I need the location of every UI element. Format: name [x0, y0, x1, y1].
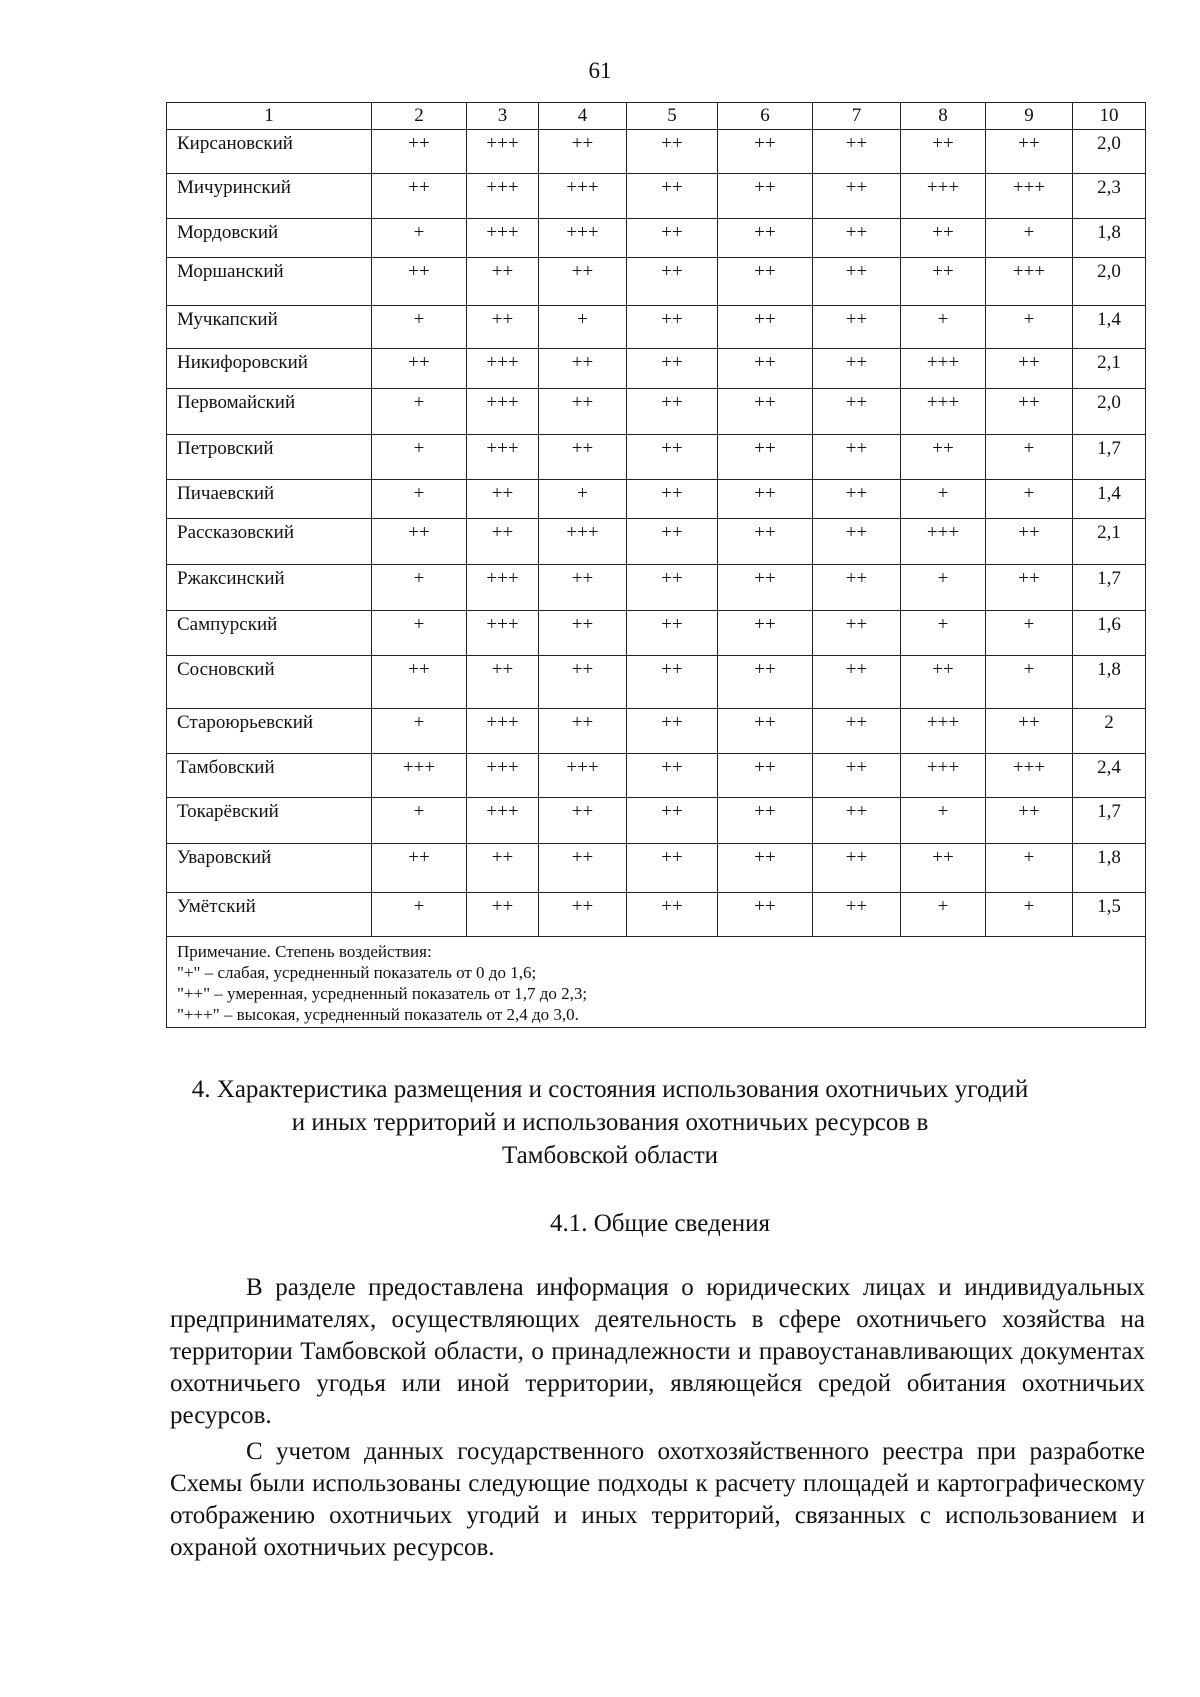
- impact-cell: +++: [901, 519, 986, 565]
- impact-cell: ++: [718, 130, 813, 174]
- table-row: [167, 709, 1146, 754]
- average-value: 1,7: [1073, 435, 1146, 480]
- impact-cell: ++: [718, 435, 813, 480]
- impact-cell: +++: [467, 565, 539, 611]
- impact-cell: +++: [467, 130, 539, 174]
- impact-cell: ++: [627, 519, 718, 565]
- average-value: 2,0: [1073, 258, 1146, 306]
- impact-cell: ++: [372, 349, 467, 389]
- impact-cell: ++: [813, 519, 901, 565]
- impact-cell: ++: [627, 130, 718, 174]
- impact-cell: +++: [986, 754, 1073, 798]
- impact-cell: ++: [813, 258, 901, 306]
- impact-cell: ++: [901, 219, 986, 258]
- impact-cell: ++: [372, 519, 467, 565]
- section-heading-line: Тамбовской области: [501, 1142, 719, 1169]
- impact-cell: ++: [813, 306, 901, 349]
- impact-cell: ++: [627, 306, 718, 349]
- impact-cell: +++: [901, 349, 986, 389]
- impact-cell: +: [372, 709, 467, 754]
- average-value: 1,7: [1073, 565, 1146, 611]
- impact-cell: ++: [813, 754, 901, 798]
- impact-cell: ++: [539, 130, 627, 174]
- impact-cell: ++: [718, 565, 813, 611]
- district-name: Сосновский: [167, 656, 372, 709]
- district-name: Никифоровский: [167, 349, 372, 389]
- impact-cell: ++: [813, 480, 901, 519]
- average-value: 1,7: [1073, 798, 1146, 844]
- average-value: 1,4: [1073, 480, 1146, 519]
- note-line: "+++" – высокая, усредненный показатель от 2,4 до 3,0.: [177, 1005, 579, 1024]
- impact-cell: ++: [718, 349, 813, 389]
- district-name: Умётский: [167, 893, 372, 937]
- district-name: Токарёвский: [167, 798, 372, 844]
- impact-cell: +++: [901, 389, 986, 435]
- impact-cell: ++: [627, 480, 718, 519]
- district-name: Тамбовский: [167, 754, 372, 798]
- impact-cell: +++: [467, 754, 539, 798]
- column-number: 7: [813, 103, 901, 130]
- impact-cell: ++: [627, 754, 718, 798]
- column-number: 4: [539, 103, 627, 130]
- impact-cell: ++: [986, 130, 1073, 174]
- table-note: [167, 937, 1146, 1028]
- impact-cell: ++: [372, 656, 467, 709]
- table-row: [167, 219, 1146, 258]
- impact-cell: +: [901, 480, 986, 519]
- impact-cell: ++: [539, 349, 627, 389]
- average-value: 2,1: [1073, 519, 1146, 565]
- impact-cell: +: [986, 219, 1073, 258]
- average-value: 1,8: [1073, 844, 1146, 893]
- impact-cell: ++: [627, 389, 718, 435]
- impact-cell: ++: [627, 844, 718, 893]
- impact-table: [166, 102, 1146, 1028]
- impact-cell: +: [986, 480, 1073, 519]
- table-row: [167, 389, 1146, 435]
- table-row: [167, 306, 1146, 349]
- impact-cell: +++: [467, 174, 539, 219]
- table-row: [167, 349, 1146, 389]
- impact-cell: +: [986, 435, 1073, 480]
- impact-cell: ++: [718, 174, 813, 219]
- impact-cell: ++: [901, 258, 986, 306]
- average-value: 2,0: [1073, 389, 1146, 435]
- table-row: [167, 130, 1146, 174]
- impact-cell: ++: [718, 519, 813, 565]
- average-value: 1,5: [1073, 893, 1146, 937]
- table-note-row: [167, 937, 1146, 1028]
- impact-cell: +: [372, 565, 467, 611]
- impact-cell: ++: [627, 258, 718, 306]
- impact-cell: ++: [986, 389, 1073, 435]
- impact-cell: +++: [986, 174, 1073, 219]
- impact-cell: +: [372, 480, 467, 519]
- impact-cell: ++: [718, 754, 813, 798]
- impact-cell: ++: [539, 611, 627, 656]
- impact-cell: ++: [467, 480, 539, 519]
- impact-cell: ++: [627, 709, 718, 754]
- impact-cell: ++: [627, 435, 718, 480]
- impact-cell: +: [372, 893, 467, 937]
- column-number: 1: [167, 103, 372, 130]
- impact-cell: ++: [539, 258, 627, 306]
- impact-cell: +: [901, 893, 986, 937]
- impact-cell: +: [901, 611, 986, 656]
- impact-cell: ++: [718, 798, 813, 844]
- impact-cell: +++: [467, 435, 539, 480]
- impact-cell: ++: [813, 174, 901, 219]
- note-line: "++" – умеренная, усредненный показатель от 1,7 до 2,3;: [177, 984, 588, 1003]
- district-name: Пичаевский: [167, 480, 372, 519]
- impact-cell: ++: [718, 656, 813, 709]
- subsection-heading: 4.1. Общие сведения: [549, 1210, 771, 1237]
- impact-cell: +: [372, 798, 467, 844]
- column-number: 8: [901, 103, 986, 130]
- impact-cell: ++: [813, 709, 901, 754]
- impact-cell: ++: [627, 893, 718, 937]
- impact-cell: ++: [901, 435, 986, 480]
- district-name: Староюрьевский: [167, 709, 372, 754]
- district-name: Мучкапский: [167, 306, 372, 349]
- section-heading: [150, 1073, 1070, 1172]
- table-row: [167, 174, 1146, 219]
- impact-cell: ++: [467, 258, 539, 306]
- table-row: [167, 258, 1146, 306]
- average-value: 2,4: [1073, 754, 1146, 798]
- impact-cell: ++: [627, 349, 718, 389]
- impact-cell: ++: [539, 389, 627, 435]
- impact-cell: ++: [539, 893, 627, 937]
- impact-cell: +: [372, 219, 467, 258]
- column-number: 3: [467, 103, 539, 130]
- impact-cell: +: [372, 306, 467, 349]
- impact-cell: +++: [372, 754, 467, 798]
- impact-cell: +++: [539, 754, 627, 798]
- impact-cell: ++: [718, 611, 813, 656]
- impact-cell: ++: [718, 306, 813, 349]
- impact-cell: ++: [718, 480, 813, 519]
- impact-cell: ++: [813, 611, 901, 656]
- impact-cell: ++: [718, 219, 813, 258]
- impact-cell: ++: [986, 349, 1073, 389]
- impact-cell: ++: [539, 709, 627, 754]
- impact-cell: ++: [627, 656, 718, 709]
- impact-cell: +: [372, 389, 467, 435]
- impact-cell: ++: [627, 798, 718, 844]
- impact-cell: +: [539, 306, 627, 349]
- district-name: Мичуринский: [167, 174, 372, 219]
- section-heading-line: и иных территорий и использования охотничьих ресурсов в: [291, 1109, 929, 1136]
- average-value: 2,1: [1073, 349, 1146, 389]
- impact-cell: +++: [539, 219, 627, 258]
- impact-cell: ++: [986, 519, 1073, 565]
- impact-cell: +: [539, 480, 627, 519]
- impact-cell: +: [901, 565, 986, 611]
- impact-cell: ++: [813, 435, 901, 480]
- column-number: 9: [986, 103, 1073, 130]
- impact-cell: ++: [372, 844, 467, 893]
- table-row: [167, 893, 1146, 937]
- impact-cell: +++: [539, 174, 627, 219]
- column-number: 2: [372, 103, 467, 130]
- impact-cell: ++: [467, 844, 539, 893]
- impact-cell: +++: [539, 519, 627, 565]
- impact-cell: ++: [467, 656, 539, 709]
- impact-cell: +: [986, 893, 1073, 937]
- impact-cell: ++: [718, 258, 813, 306]
- district-name: Мордовский: [167, 219, 372, 258]
- body-paragraph: С учетом данных государственного охотхозяйственного реестра при разработке Схемы были использованы следующие подходы к расчету площадей и картографическому отображению охотничьих угодий и иных территорий, связанных с использованием и охраной охотничьих ресурсов.: [170, 1438, 1145, 1561]
- impact-cell: +: [901, 306, 986, 349]
- impact-cell: ++: [986, 565, 1073, 611]
- impact-cell: +++: [467, 349, 539, 389]
- average-value: 1,4: [1073, 306, 1146, 349]
- impact-cell: +++: [467, 389, 539, 435]
- table-row: [167, 519, 1146, 565]
- impact-cell: +: [986, 656, 1073, 709]
- impact-cell: ++: [813, 219, 901, 258]
- impact-cell: ++: [372, 174, 467, 219]
- column-number: 5: [627, 103, 718, 130]
- impact-cell: ++: [813, 130, 901, 174]
- impact-cell: ++: [539, 656, 627, 709]
- district-name: Сампурский: [167, 611, 372, 656]
- impact-cell: ++: [627, 565, 718, 611]
- impact-cell: +++: [467, 611, 539, 656]
- column-number: 6: [718, 103, 813, 130]
- impact-cell: ++: [718, 389, 813, 435]
- impact-cell: +++: [986, 258, 1073, 306]
- impact-cell: ++: [901, 130, 986, 174]
- impact-cell: ++: [901, 656, 986, 709]
- table-row: [167, 611, 1146, 656]
- impact-cell: +: [986, 844, 1073, 893]
- impact-cell: ++: [627, 611, 718, 656]
- impact-cell: ++: [539, 844, 627, 893]
- average-value: 2,3: [1073, 174, 1146, 219]
- impact-cell: +: [986, 306, 1073, 349]
- impact-cell: ++: [813, 389, 901, 435]
- impact-cell: ++: [986, 709, 1073, 754]
- impact-cell: ++: [986, 798, 1073, 844]
- impact-cell: ++: [539, 798, 627, 844]
- impact-cell: ++: [813, 844, 901, 893]
- impact-cell: ++: [813, 349, 901, 389]
- impact-cell: +++: [467, 798, 539, 844]
- impact-cell: ++: [539, 435, 627, 480]
- average-value: 1,8: [1073, 656, 1146, 709]
- note-line: Примечание. Степень воздействия:: [177, 942, 432, 961]
- impact-cell: ++: [627, 174, 718, 219]
- impact-cell: ++: [372, 130, 467, 174]
- impact-cell: ++: [718, 893, 813, 937]
- impact-cell: +: [372, 611, 467, 656]
- district-name: Ржаксинский: [167, 565, 372, 611]
- impact-cell: +++: [901, 174, 986, 219]
- impact-cell: ++: [539, 565, 627, 611]
- note-line: "+" – слабая, усредненный показатель от 0 до 1,6;: [177, 963, 537, 982]
- district-name: Кирсановский: [167, 130, 372, 174]
- table-row: [167, 798, 1146, 844]
- table-row: [167, 844, 1146, 893]
- district-name: Уваровский: [167, 844, 372, 893]
- page-number: 61: [588, 58, 612, 83]
- impact-cell: +++: [901, 709, 986, 754]
- impact-cell: +++: [901, 754, 986, 798]
- average-value: 2,0: [1073, 130, 1146, 174]
- impact-cell: ++: [901, 844, 986, 893]
- impact-cell: +: [901, 798, 986, 844]
- impact-cell: ++: [718, 844, 813, 893]
- impact-cell: ++: [718, 709, 813, 754]
- impact-cell: +++: [467, 709, 539, 754]
- section-heading-line: 4. Характеристика размещения и состояния использования охотничьих угодий: [191, 1076, 1029, 1103]
- district-name: Моршанский: [167, 258, 372, 306]
- average-value: 1,8: [1073, 219, 1146, 258]
- impact-cell: +++: [467, 219, 539, 258]
- impact-cell: ++: [467, 893, 539, 937]
- table-row: [167, 754, 1146, 798]
- column-number: 10: [1073, 103, 1146, 130]
- table-header-row: [167, 103, 1146, 130]
- average-value: 2: [1073, 709, 1146, 754]
- impact-cell: +: [986, 611, 1073, 656]
- impact-cell: ++: [467, 519, 539, 565]
- district-name: Петровский: [167, 435, 372, 480]
- impact-cell: ++: [813, 893, 901, 937]
- impact-cell: ++: [372, 258, 467, 306]
- impact-cell: ++: [813, 656, 901, 709]
- body-paragraph: В разделе предоставлена информация о юридических лицах и индивидуальных предпринимателях, осуществляющих деятельность в сфере охотничьего хозяйства на территории Тамбовской области, о принадлежности и правоустанавливающих документах охотничьего угодья или иной территории, являющейся средой обитания охотничьих ресурсов.: [170, 1274, 1145, 1429]
- table-row: [167, 656, 1146, 709]
- impact-cell: ++: [627, 219, 718, 258]
- table-row: [167, 435, 1146, 480]
- district-name: Первомайский: [167, 389, 372, 435]
- district-name: Рассказовский: [167, 519, 372, 565]
- impact-cell: ++: [813, 565, 901, 611]
- impact-cell: +: [372, 435, 467, 480]
- impact-cell: ++: [813, 798, 901, 844]
- average-value: 1,6: [1073, 611, 1146, 656]
- table-row: [167, 480, 1146, 519]
- table-row: [167, 565, 1146, 611]
- impact-cell: ++: [467, 306, 539, 349]
